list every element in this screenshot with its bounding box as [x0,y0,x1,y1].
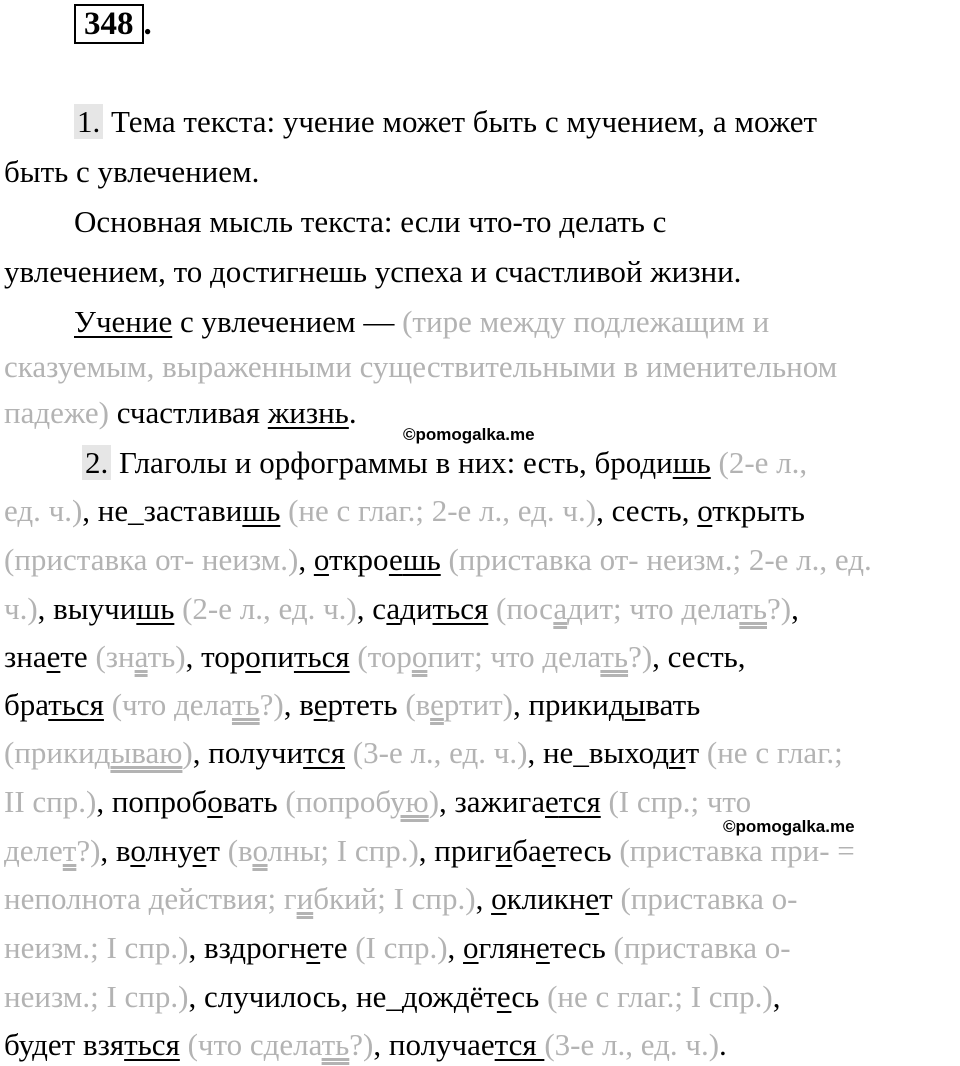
text-run: сь [511,979,548,1014]
text-line [74,102,817,142]
comment-run: о [252,833,268,868]
task-number: 348 . [74,6,152,42]
text-line [4,637,746,677]
comment-run: ?) [76,833,101,868]
text-run: тесь [555,833,620,868]
text-run: , зажига [439,784,546,819]
text-line [4,928,791,968]
marked-run: е [306,930,321,965]
text-run: , не_выход [527,735,669,770]
comment-run: (в [405,687,431,722]
text-run: , [772,979,781,1014]
marked-run: е [585,881,600,916]
text-run: счастливая [108,395,268,430]
comment-run: (приставка о- [613,930,791,965]
text-run: ди [400,591,433,626]
comment-run: ?) [767,591,792,626]
marked-run: а [386,591,401,626]
marked-run: ться [124,1027,180,1062]
text-run: быть с увлечением. [4,154,260,189]
comment-run: неизм.; I спр.) [4,930,189,965]
text-run: , [298,542,314,577]
text-run: глян [478,930,537,965]
text-run: , [791,591,799,626]
marked-run: е [541,833,556,868]
marked-run: е [496,979,512,1014]
marked-run: Учение [74,304,173,339]
comment-run: ?) [349,1027,374,1062]
comment-run: бкий; I спр.) [313,881,476,916]
marked-run: и [495,833,513,868]
text-line [4,977,780,1017]
text-run [280,493,288,528]
text-run: вать [645,687,701,722]
comment-run: о [411,639,428,674]
comment-run: падеже) [4,395,109,430]
text-run: , выучи [37,591,137,626]
comment-run: (приставка от- неизм.; 2-е л., ед. [448,542,872,577]
text-line [4,733,843,773]
comment-run: (не с глаг.; [706,735,843,770]
marked-run: о [130,833,146,868]
comment-run: неполнота действия; г [4,881,297,916]
comment-run: (3-е л., ед. ч.) [352,735,528,770]
text-run: , с [356,591,387,626]
marked-run: шь [136,591,175,626]
comment-run: пит; что дела [427,639,601,674]
marked-run: ться [293,639,350,674]
text-run: . [348,395,357,430]
comment-run: (прикид [4,735,111,770]
comment-run: а [553,591,568,626]
comment-run: сказуемым, выраженными существительными в именительном [4,349,838,384]
marked-run: шь [672,445,711,480]
text-run: , получае [373,1027,495,1062]
marked-run: тся [303,735,346,770]
text-line [4,879,797,919]
comment-run: (2-е л., [718,445,808,480]
text-run: кликн [506,881,586,916]
text-line [82,443,807,483]
text-run: лну [145,833,193,868]
text-line [4,1025,727,1065]
text-run: Тема текста: учение может быть с мучением, а может [103,104,818,139]
comment-run: (не с глаг.; I спр.) [547,979,773,1014]
comment-run: ть [739,591,767,626]
comment-run: лны; I спр.) [267,833,419,868]
comment-run: т [62,833,77,868]
comment-run: ываю [110,735,183,770]
marked-run: жизнь [267,395,349,430]
marked-run: тся [494,1027,545,1062]
comment-run: (в [227,833,253,868]
comment-run: ч.) [4,591,38,626]
marked-run: о [491,881,507,916]
comment-run: ) [428,784,440,819]
text-run: тесь [549,930,614,965]
text-line [4,589,799,629]
text-run: бра [4,687,49,722]
text-run: Основная мысль текста: если что-то делать с [74,204,667,239]
comment-run: ?) [628,639,653,674]
text-run: , сесть, [596,493,698,528]
marked-run: е [313,687,328,722]
text-line [74,202,666,242]
text-run: , в [283,687,314,722]
comment-run: (зн [95,639,135,674]
text-run: ртеть [327,687,406,722]
comment-run: ртит) [443,687,513,722]
text-run: т [599,881,621,916]
comment-run: (I спр.) [355,930,448,965]
text-run: зна [4,639,47,674]
task-number-box: 348 [74,4,144,44]
comment-run: (тор [357,639,412,674]
comment-run: ) [182,735,193,770]
text-run [104,687,112,722]
comment-run: ед. ч.) [4,493,83,528]
marked-run: о [697,493,713,528]
comment-run: ть) [147,639,186,674]
comment-run: (2-е л., ед. ч.) [182,591,357,626]
marked-run: тся [558,784,601,819]
text-run: вать [222,784,286,819]
marked-run: е [545,784,559,819]
text-line [4,152,259,192]
marked-run: о [207,784,223,819]
comment-run: деле [4,833,63,868]
marked-run: о [463,930,479,965]
comment-run: II спр.) [4,784,97,819]
comment-run: (попроб [285,784,391,819]
text-line [4,393,357,433]
comment-run: (приставка от- неизм.) [4,542,299,577]
text-run: , сесть, [652,639,746,674]
comment-run: дит; что дела [567,591,740,626]
marked-run: о [245,639,261,674]
text-run [174,591,182,626]
marked-run: е [536,930,550,965]
text-run: с увлечением — [172,304,403,339]
text-run: ткрыть [712,493,805,528]
text-run: будет взя [4,1027,125,1062]
text-run: т [206,833,228,868]
watermark: ©pomogalka.me [723,817,855,836]
comment-run: ую [390,784,429,819]
text-run: пи [260,639,294,674]
comment-run: (не с глаг.; 2-е л., ед. ч.) [288,493,597,528]
text-run: те [60,639,96,674]
text-run: , приг [418,833,496,868]
marked-run: ться [432,591,489,626]
text-line [74,302,769,342]
comment-run: (приставка о- [620,881,798,916]
comment-run: е [430,687,444,722]
text-run: , не_застави [82,493,243,528]
text-line [4,347,837,387]
text-run: , [475,881,492,916]
text-run: , [447,930,464,965]
marked-run: е [46,639,61,674]
text-run: , тор [185,639,246,674]
text-run: ткро [328,542,389,577]
comment-run: а [134,639,148,674]
comment-run: ть [321,1027,350,1062]
marked-run: шь [402,542,441,577]
marked-run: е [192,833,207,868]
text-line [4,685,700,725]
text-run: , в [100,833,131,868]
watermark: ©pomogalka.me [403,425,535,444]
marked-run: шь [242,493,281,528]
text-run: ба [512,833,542,868]
text-line [4,782,751,822]
text-line [4,252,741,292]
comment-run: (3-е л., ед. ч.) [544,1027,720,1062]
comment-run: ?) [259,687,284,722]
marked-run: и [668,735,686,770]
item-number: 1. [74,104,103,139]
item-number: 2. [82,445,111,480]
text-run: , попроб [96,784,208,819]
comment-run: (что дела [111,687,232,722]
comment-run: (приставка при- = [619,833,855,868]
comment-run: ть [600,639,629,674]
marked-run: ться [48,687,104,722]
text-line [4,491,805,531]
text-run: . [719,1027,727,1062]
text-run: , случилось, не_дождёт [188,979,497,1014]
comment-run: (I спр.; что [608,784,752,819]
comment-run: (что сдела [187,1027,322,1062]
text-run: , получи [192,735,304,770]
marked-run: о [313,542,329,577]
text-run: т [685,735,707,770]
comment-run: неизм.; I спр.) [4,979,189,1014]
comment-run: (пос [496,591,554,626]
comment-run: ть [231,687,260,722]
text-run [711,445,719,480]
text-run: увлечением, то достигнешь успеха и счастливой жизни. [4,254,742,289]
text-run [488,591,496,626]
comment-run: (тире между подлежащим и [402,304,770,339]
marked-run: е [388,542,403,577]
text-run [180,1027,188,1062]
text-run: те [320,930,356,965]
comment-run: и [296,881,314,916]
text-run: , прикид [512,687,625,722]
text-line [4,540,872,580]
text-run [345,735,353,770]
text-run: , вздрогн [188,930,307,965]
text-run: Глаголы и орфограммы в них: есть, броди [111,445,673,480]
text-line [4,831,855,871]
marked-run: ы [624,687,646,722]
